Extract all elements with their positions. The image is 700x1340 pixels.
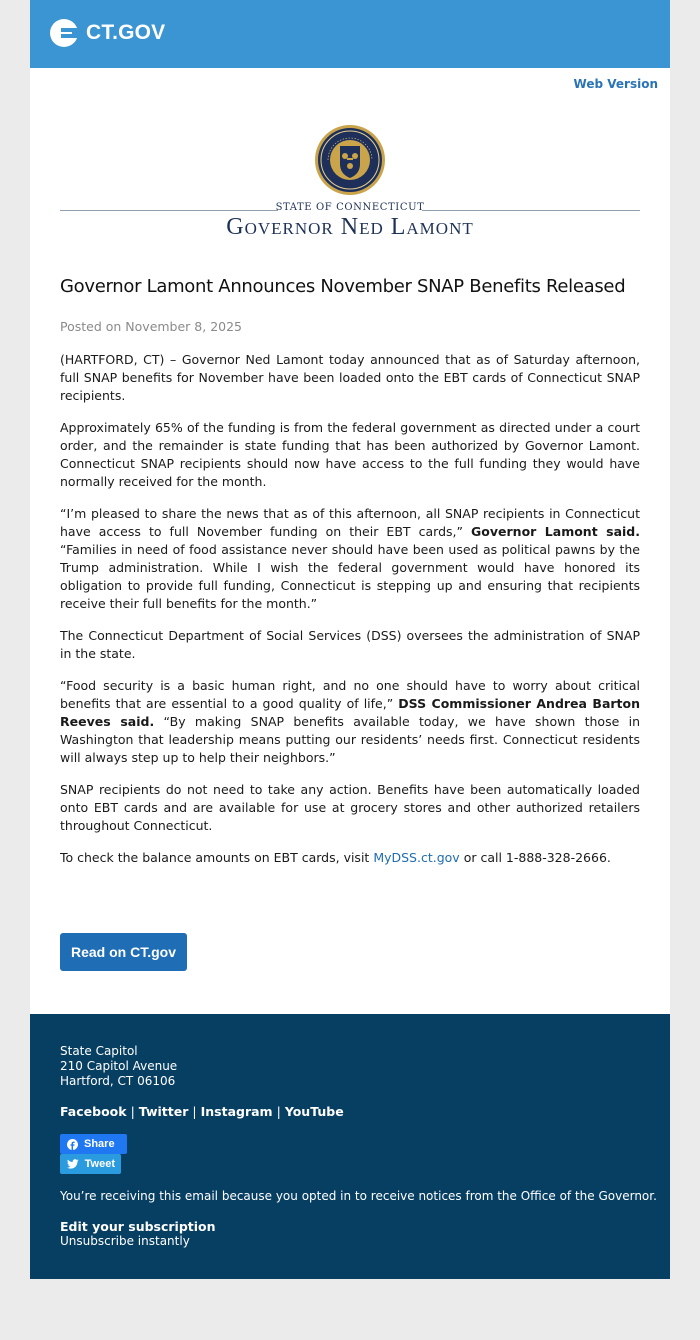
tweet-label: Tweet xyxy=(84,1158,115,1170)
article-title: Governor Lamont Announces November SNAP Benefits Released xyxy=(60,276,626,297)
governor-name-heading: Governor Ned Lamont xyxy=(226,214,474,240)
instagram-link[interactable]: Instagram xyxy=(200,1104,273,1119)
quote-lamont-part-1: “I’m pleased to share the news that as of this afternoon, all SNAP recipients in Connecticut have access to full November funding on their EBT cards,” xyxy=(60,506,640,539)
address-line-3: Hartford, CT 06106 xyxy=(60,1074,176,1088)
paragraph-7 xyxy=(60,849,640,867)
separator: | xyxy=(276,1104,281,1119)
tweet-button[interactable] xyxy=(60,1154,121,1174)
logo-text: CT.GOV xyxy=(86,21,166,44)
article-body xyxy=(60,351,640,881)
speaker-reeves: DSS Commissioner Andrea Barton Reeves said. xyxy=(60,696,641,729)
paragraph-6: SNAP recipients do not need to take any action. Benefits have been automatically loaded onto EBT cards and are available for use at grocery stores and other authorized retailers throughout Connecticut. xyxy=(60,782,640,833)
governor-seal-icon xyxy=(314,124,386,196)
youtube-link[interactable]: YouTube xyxy=(284,1104,344,1119)
twitter-bird-icon xyxy=(67,1159,79,1169)
paragraph-2: Approximately 65% of the funding is from the federal government as directed under a court order, and the remainder is state funding that has been authorized by Governor Lamont. Connecticut SNAP recipients should now have access to the full funding they would have normally received for the month. xyxy=(60,420,640,489)
footer-address xyxy=(60,1044,177,1089)
paragraph-1: (HARTFORD, CT) – Governor Ned Lamont today announced that as of Saturday afternoon, full SNAP benefits for November have been loaded onto the EBT cards of Connecticut SNAP recipients. xyxy=(60,352,640,403)
balance-text-1: To check the balance amounts on EBT cards, visit xyxy=(60,850,370,865)
footer xyxy=(30,1014,670,1279)
balance-text-2: or call 1-888-328-2666. xyxy=(463,850,611,865)
paragraph-4: The Connecticut Department of Social Services (DSS) oversees the administration of SNAP in the state. xyxy=(60,628,640,661)
state-of-connecticut: STATE OF CONNECTICUT xyxy=(275,202,425,213)
header-bar xyxy=(30,0,670,68)
web-version-link[interactable]: Web Version xyxy=(573,77,658,91)
edit-subscription-link[interactable]: Edit your subscription xyxy=(60,1219,216,1234)
facebook-share-button[interactable] xyxy=(60,1134,127,1154)
email-container xyxy=(30,0,670,1279)
mydss-link[interactable]: MyDSS.ct.gov xyxy=(373,850,460,865)
paragraph-3 xyxy=(60,505,640,613)
unsubscribe-link[interactable]: Unsubscribe instantly xyxy=(60,1234,190,1248)
posted-date: Posted on November 8, 2025 xyxy=(60,319,243,334)
quote-reeves-part-1: “Food security is a basic human right, and no one should have to worry about critical benefits that are essential to a good quality of life,” xyxy=(60,678,640,711)
address-line-2: 210 Capitol Avenue xyxy=(60,1059,178,1073)
ct-logo-icon xyxy=(50,19,78,47)
speaker-lamont: Governor Lamont said. xyxy=(471,524,640,539)
address-line-1: State Capitol xyxy=(60,1044,138,1058)
facebook-link[interactable]: Facebook xyxy=(60,1104,127,1119)
subscription-notice: You’re receiving this email because you opted in to receive notices from the Office of the Governor. xyxy=(60,1189,657,1203)
facebook-icon xyxy=(67,1139,78,1150)
social-links xyxy=(60,1104,344,1119)
separator: | xyxy=(130,1104,135,1119)
quote-lamont-part-2: “Families in need of food assistance never should have been used as political pawns by the Trump administration. While I wish the federal government would have honored its obligation to provide full funding, Connecticut is stepping up and ensuring that recipients receive their full benefits for the month.” xyxy=(60,542,640,611)
separator: | xyxy=(192,1104,197,1119)
read-on-ct-gov-button[interactable]: Read on CT.gov xyxy=(60,933,187,971)
share-label: Share xyxy=(84,1138,115,1150)
twitter-link[interactable]: Twitter xyxy=(138,1104,189,1119)
ct-gov-logo[interactable] xyxy=(50,19,165,47)
quote-reeves-part-2: “By making SNAP benefits available today, we have shown those in Washington that leadership means putting our residents’ needs first. Connecticut residents will always step up to help their neighbors.” xyxy=(60,714,640,765)
paragraph-5 xyxy=(60,677,640,767)
